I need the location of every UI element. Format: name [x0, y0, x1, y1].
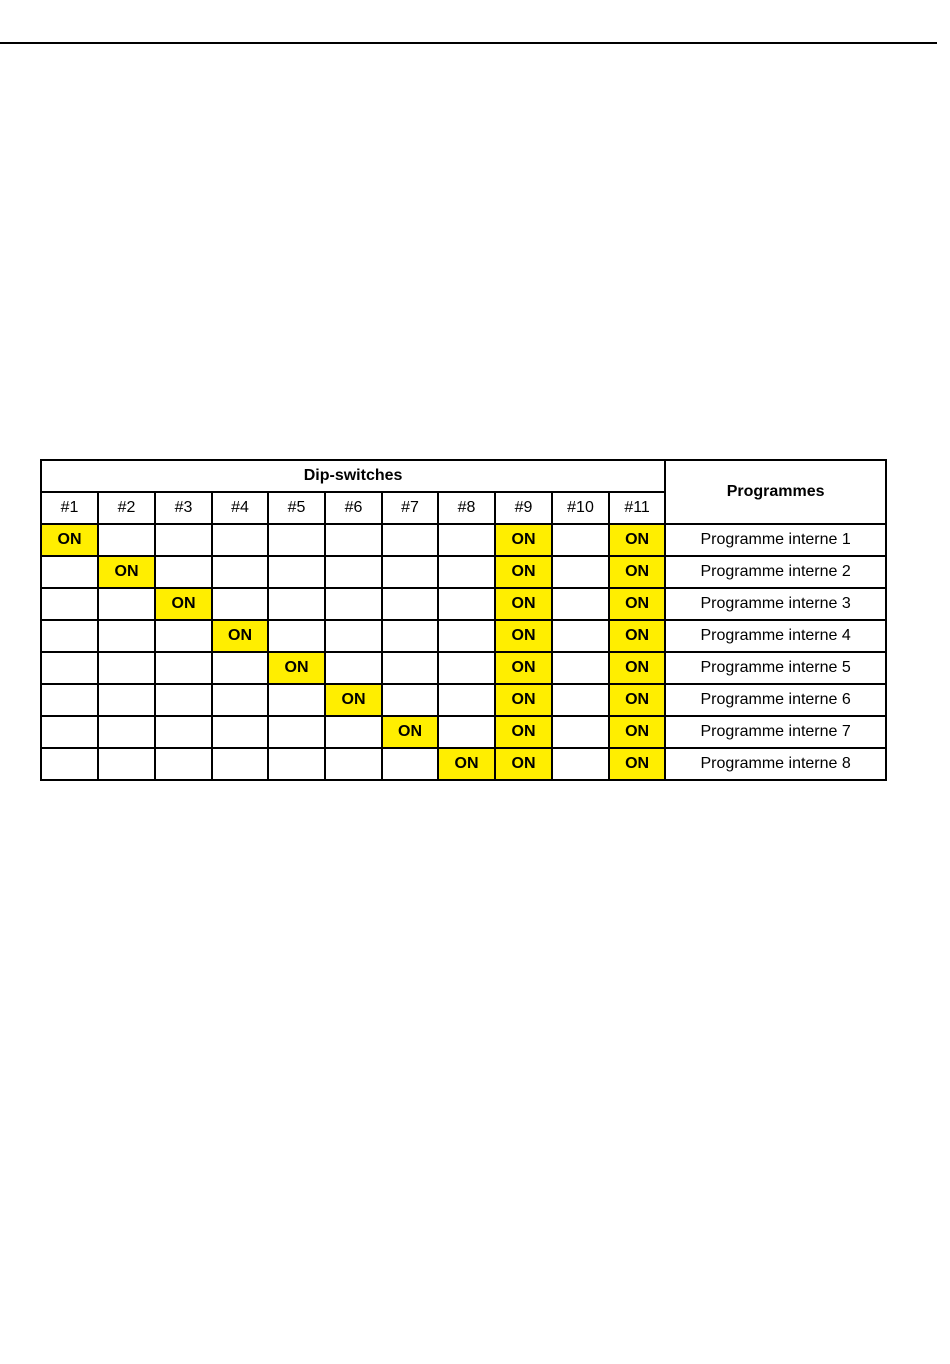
- switch-header: #10: [552, 492, 609, 524]
- switch-cell: [212, 748, 268, 780]
- dip-switch-table: [40, 459, 887, 781]
- switch-cell: ON: [609, 588, 665, 620]
- switch-cell: [552, 716, 609, 748]
- switch-cell: [325, 524, 382, 556]
- switch-cell: [98, 684, 155, 716]
- switch-cell: [41, 620, 98, 652]
- table-row: [41, 716, 886, 748]
- switch-cell: [155, 748, 212, 780]
- table-row: [41, 620, 886, 652]
- table-row: [41, 652, 886, 684]
- switch-cell: [268, 524, 325, 556]
- switch-cell: [212, 652, 268, 684]
- switch-cell: ON: [325, 684, 382, 716]
- switch-cell: [98, 524, 155, 556]
- switch-header: #6: [325, 492, 382, 524]
- switch-cell: [155, 716, 212, 748]
- switch-cell: [212, 588, 268, 620]
- switch-header: #4: [212, 492, 268, 524]
- switch-cell: ON: [609, 684, 665, 716]
- switch-cell: ON: [41, 524, 98, 556]
- switch-header: #1: [41, 492, 98, 524]
- switch-header: #9: [495, 492, 552, 524]
- switch-cell: [552, 620, 609, 652]
- programmes-header: Programmes: [665, 460, 886, 524]
- switch-cell: [98, 588, 155, 620]
- switch-cell: [155, 620, 212, 652]
- switch-cell: [438, 652, 495, 684]
- header-row-group: [41, 460, 886, 492]
- switch-cell: [552, 684, 609, 716]
- table-row: [41, 748, 886, 780]
- switch-cell: [382, 620, 438, 652]
- programme-cell: Programme interne 3: [665, 588, 886, 620]
- switch-cell: ON: [495, 716, 552, 748]
- switch-header: #2: [98, 492, 155, 524]
- switch-cell: [325, 716, 382, 748]
- switch-cell: [382, 524, 438, 556]
- switch-cell: [41, 652, 98, 684]
- switch-cell: [98, 652, 155, 684]
- switch-cell: [212, 524, 268, 556]
- switch-cell: [552, 748, 609, 780]
- table-row: [41, 588, 886, 620]
- switch-cell: [438, 716, 495, 748]
- switch-cell: ON: [495, 556, 552, 588]
- switch-cell: [268, 748, 325, 780]
- switch-cell: [212, 556, 268, 588]
- switch-cell: [552, 524, 609, 556]
- switch-cell: ON: [495, 684, 552, 716]
- table-row: [41, 524, 886, 556]
- switch-cell: ON: [609, 524, 665, 556]
- switch-header: #11: [609, 492, 665, 524]
- switch-header: #8: [438, 492, 495, 524]
- switch-cell: [212, 684, 268, 716]
- switch-cell: [155, 524, 212, 556]
- table-row: [41, 684, 886, 716]
- switch-cell: [268, 588, 325, 620]
- switch-cell: [212, 716, 268, 748]
- switch-cell: [438, 524, 495, 556]
- switch-cell: [552, 588, 609, 620]
- switch-cell: [325, 748, 382, 780]
- switch-cell: [98, 620, 155, 652]
- switch-header: #3: [155, 492, 212, 524]
- switch-cell: [552, 652, 609, 684]
- switch-cell: [41, 556, 98, 588]
- switch-cell: [438, 588, 495, 620]
- switch-cell: [41, 588, 98, 620]
- switch-cell: [268, 716, 325, 748]
- switch-cell: ON: [609, 556, 665, 588]
- switch-cell: ON: [382, 716, 438, 748]
- switch-cell: [98, 716, 155, 748]
- switch-cell: ON: [609, 652, 665, 684]
- switch-cell: [155, 556, 212, 588]
- switch-cell: [552, 556, 609, 588]
- switch-cell: [325, 620, 382, 652]
- switch-cell: [268, 556, 325, 588]
- switch-cell: [41, 684, 98, 716]
- switch-cell: ON: [495, 524, 552, 556]
- switch-cell: [438, 684, 495, 716]
- switch-cell: ON: [495, 620, 552, 652]
- switch-cell: [98, 748, 155, 780]
- switch-cell: [438, 556, 495, 588]
- switch-cell: ON: [98, 556, 155, 588]
- switch-cell: [382, 652, 438, 684]
- switch-cell: [438, 620, 495, 652]
- switch-cell: [325, 652, 382, 684]
- programme-cell: Programme interne 7: [665, 716, 886, 748]
- switch-cell: ON: [495, 748, 552, 780]
- switch-cell: ON: [268, 652, 325, 684]
- switch-cell: [41, 748, 98, 780]
- switch-cell: [382, 588, 438, 620]
- switch-cell: [382, 748, 438, 780]
- dip-switches-header: Dip-switches: [41, 460, 665, 492]
- switch-cell: [325, 588, 382, 620]
- switch-cell: [41, 716, 98, 748]
- switch-header: #5: [268, 492, 325, 524]
- switch-cell: ON: [609, 620, 665, 652]
- switch-header: #7: [382, 492, 438, 524]
- switch-cell: ON: [438, 748, 495, 780]
- switch-cell: [268, 620, 325, 652]
- switch-cell: ON: [609, 716, 665, 748]
- programme-cell: Programme interne 6: [665, 684, 886, 716]
- switch-cell: [155, 652, 212, 684]
- switch-cell: [325, 556, 382, 588]
- switch-cell: [382, 556, 438, 588]
- switch-cell: ON: [609, 748, 665, 780]
- switch-cell: ON: [495, 652, 552, 684]
- header-rule: [0, 42, 937, 44]
- switch-cell: ON: [212, 620, 268, 652]
- switch-cell: [155, 684, 212, 716]
- switch-cell: ON: [155, 588, 212, 620]
- programme-cell: Programme interne 5: [665, 652, 886, 684]
- switch-cell: [268, 684, 325, 716]
- programme-cell: Programme interne 4: [665, 620, 886, 652]
- table-body: [41, 524, 886, 780]
- table-row: [41, 556, 886, 588]
- switch-cell: [382, 684, 438, 716]
- switch-cell: ON: [495, 588, 552, 620]
- programme-cell: Programme interne 2: [665, 556, 886, 588]
- programme-cell: Programme interne 8: [665, 748, 886, 780]
- programme-cell: Programme interne 1: [665, 524, 886, 556]
